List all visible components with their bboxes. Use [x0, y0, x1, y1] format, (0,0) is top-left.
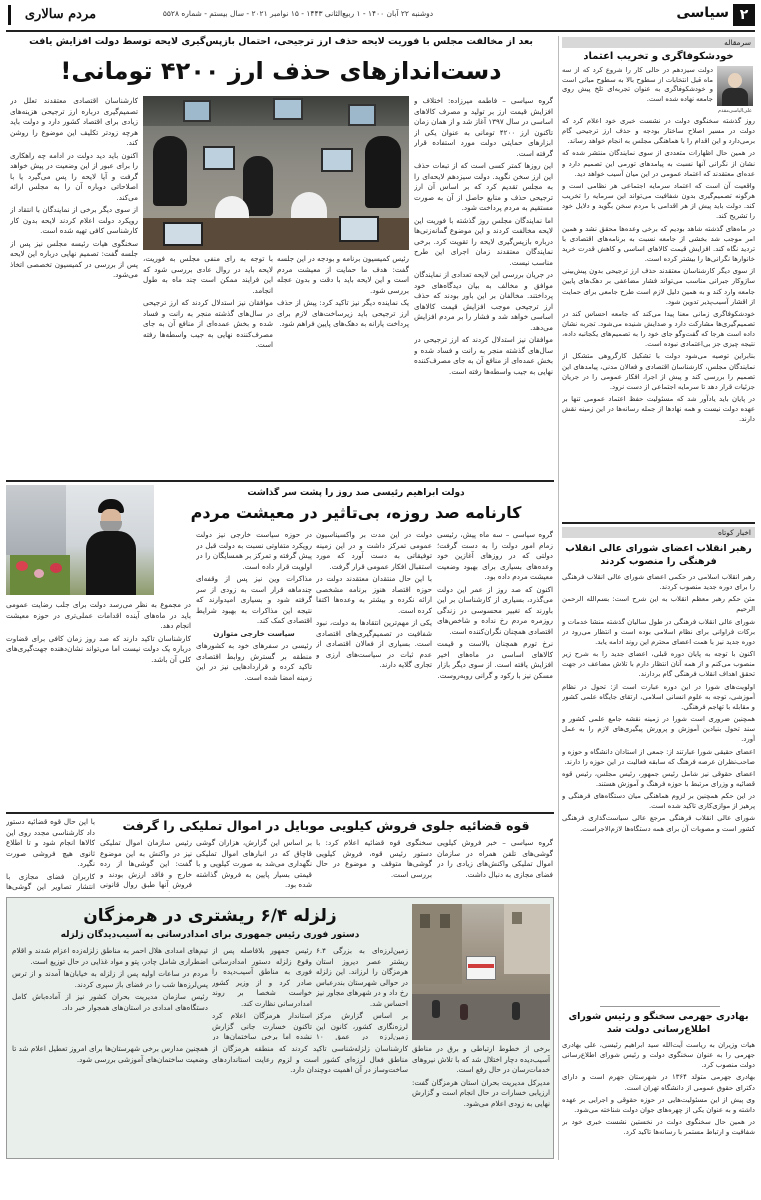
parliament-photo: [143, 96, 409, 250]
sidebar-story1-body: [562, 572, 755, 1004]
story-paragraph: رئیسی در سفرهای خود به کشورهای منطقه بر گسترش روابط اقتصادی تاکید کرده و قراردادهایی نیز در این زمینه امضا شده است.: [196, 641, 312, 682]
section-divider: [6, 480, 554, 482]
column-divider: [558, 36, 559, 1160]
story-paragraph: همچنین ضروری است شورا در زمینه نقشه جامع علمی کشور و سند تحول بنیادین آموزش و پرورش پیگیری‌های لازم را به عمل آورد.: [562, 715, 755, 744]
story-paragraph: اعضای حقوقی نیز شامل رئیس جمهور، رئیس مجلس، رئیس قوه قضائیه و وزرای مرتبط با حوزه فرهنگ و آموزش هستند.: [562, 769, 755, 788]
story-paragraph: کارشناسان تاکید دارند که صد روز زمان کافی برای قضاوت درباره یک دولت نیست اما می‌تواند نشان‌دهنده جهت‌گیری‌های کلی آن باشد.: [6, 633, 191, 664]
sidebar-divider: [600, 1006, 720, 1007]
story-paragraph: متن حکم رهبر معظم انقلاب به این شرح است: بسم‌الله الرحمن الرحیم: [562, 595, 755, 614]
story-paragraph: این روزها کمتر کسی است که از تبعات حذف این ارز سخن نگوید. دولت سیزدهم لایحه‌ای را به مجلس تقدیم کرد که بر اساس آن ارز ترجیحی حذف و منابع حاصل از آن به صورت مستقیم به مردم پرداخت شود.: [414, 161, 553, 212]
story-paragraph: یکی از مهم‌ترین انتقادها به دولت، نبود شفافیت در تصمیم‌گیری‌های اقتصادی است. بسیاری از فعالان اقتصادی از عدم ثبات در سیاست‌های ارزی و تجاری گلایه دارند.: [316, 618, 432, 669]
story-paragraph: در حوزه سیاست خارجی نیز دولت رویکرد متفاوتی نسبت به دولت قبل در پیش گرفته و تمرکز بر همسایگان را در اولویت قرار داده است.: [196, 530, 312, 571]
story-paragraph: بهادری جهرمی متولد ۱۳۶۴ در شهرستان جهرم است و دارای دکترای حقوق عمومی از دانشگاه تهران است.: [562, 1073, 755, 1092]
earthquake-col-6: [12, 1044, 208, 1154]
section-divider: [6, 812, 554, 814]
story-paragraph: سخنگوی هیات رئیسه مجلس نیز پس از جلسه گفت: تصمیم نهایی درباره این لایحه پس از بررسی در کمیسیون تخصصی اتخاذ می‌شود.: [10, 238, 138, 279]
story-paragraph: موافقان نیز استدلال کردند که ارز ترجیحی در سال‌های گذشته منجر به رانت و فساد شده و بخش عمده‌ای از منافع آن به جای مصرف‌کننده نهایی به جیب واسطه‌ها رفته است.: [143, 298, 273, 349]
mobile-headline: قوه قضائیه جلوی فروش کیلویی موبایل در اموال تملیکی را گرفت: [122, 818, 530, 833]
editorial-paragraph: در ماه‌های گذشته شاهد بودیم که برخی وعده‌ها محقق نشد و همین امر موجب شد بخشی از جامعه نسبت به برنامه‌های اقتصادی با تردید نگاه کند. افزایش قیمت کالاهای اساسی و کاهش قدرت خرید خانوارها نگرانی‌ها را بیشتر کرده است.: [562, 224, 755, 264]
story-paragraph: اکنون با توجه به پایان دوره قبلی، اعضای جدید را به شرح زیر منصوب می‌کنم و از همه آنان انتظار دارم با تلاش مضاعف در جهت تحقق اهداف انقلاب فرهنگی گام بردارند.: [562, 650, 755, 679]
page-bottom-margin: [0, 1162, 761, 1200]
sidebar-story2-body: [562, 1040, 755, 1158]
story-paragraph: شورای عالی انقلاب فرهنگی در طول سالیان گذشته منشا خدمات و برکات فراوانی برای نظام اسلامی بوده است و انتظار می‌رود در دوره جدید نیز با همت اعضای محترم این روند ادامه یابد.: [562, 617, 755, 646]
story-paragraph: بر اساس این گزارش، هزاران گوشی قاچاق که در انبارهای اموال تملیکی نگهداری می‌شد به صورت کیلویی و با قیمتی بسیار پایین به فروش گذاشته شده بود.: [196, 838, 312, 889]
story-paragraph: گروه سیاسی – سه ماه پیش، رئیسی زمام امور دولت را به دست گرفت؛ دولتی که در روزهای آغازین خود وعده‌های بسیاری برای بهبود وضعیت معیشت مردم داده بود.: [437, 530, 553, 581]
story-paragraph: کارشناسان اقتصادی معتقدند تعلل در تصمیم‌گیری درباره ارز ترجیحی هزینه‌های زیادی برای اقتصاد کشور دارد و دولت باید هرچه زودتر تکلیف این موضوع را روشن کند.: [10, 96, 138, 147]
sidebar-story1-headline: رهبر انقلاب اعضای شورای عالی انقلاب فرهنگی را منصوب کردند: [565, 543, 752, 567]
raisi-kicker: دولت ابراهیم رئیسی صد روز را پشت سر گذاشت: [247, 488, 465, 498]
story-paragraph: رهبر انقلاب اسلامی در حکمی اعضای شورای عالی انقلاب فرهنگی را برای دوره جدید منصوب کردند.: [562, 573, 755, 592]
earthquake-col-1: [316, 946, 408, 1040]
story-paragraph: یک نماینده دیگر نیز تاکید کرد: پیش از حذف ارز ترجیحی باید زیرساخت‌های لازم برای پرداخت یارانه به دهک‌های پایین فراهم شود.: [277, 298, 409, 328]
short-news-label: اخبار کوتاه: [562, 527, 755, 538]
earthquake-col-2: [212, 946, 312, 1040]
editorial-kicker-bar: سرمقاله: [562, 37, 755, 48]
story-paragraph: در جریان بررسی این لایحه تعدادی از نمایندگان موافق و مخالف به بیان دیدگاه‌های خود پرداختند. مخالفان بر این باور بودند که حذف ارز ترجیحی موجب افزایش قیمت کالاهای اساسی خواهد شد و فشار را بر مردم افزایش می‌دهد.: [414, 270, 553, 332]
story-paragraph: در مجموع به نظر می‌رسد دولت برای جلب رضایت عمومی باید در ماه‌های آینده اقدامات عملی‌تری در حوزه معیشت انجام دهد.: [6, 600, 191, 630]
masthead: [0, 0, 761, 30]
story-paragraph: اکنون که صد روز از عمر این دولت می‌گذرد، بسیاری از کارشناسان بر این باورند که تغییر محسوسی در زندگی روزمره مردم رخ نداده و شاخص‌های اقتصادی همچنان نگران‌کننده است.: [437, 584, 553, 636]
story-paragraph: با این حال قوه قضائیه دستور داد کارشناسی مجدد روی این کالاها انجام شود و تا اطلاع ثانوی هیچ فروشی صورت نگیرد.: [6, 817, 95, 868]
earthquake-col-4: [412, 1044, 550, 1154]
raisi-subhead: سیاست خارجی متوازن: [213, 628, 295, 638]
main-story-col-mid1: [277, 254, 409, 476]
mobile-col-1: [437, 838, 553, 892]
story-paragraph: تیم‌های امدادی هلال احمر به مناطق زلزله‌زده اعزام شدند و اقلام اضطراری شامل چادر، پتو و مواد غذایی در حال توزیع است.: [12, 946, 208, 966]
story-paragraph: مدیرکل مدیریت بحران استان هرمزگان گفت: ارزیابی خسارات در حال انجام است و گزارش نهایی به زودی اعلام می‌شود.: [412, 1077, 550, 1108]
story-paragraph: کاربران فضای مجازی با انتشار تصاویر این گوشی‌ها: [6, 871, 95, 891]
story-paragraph: شورای عالی انقلاب فرهنگی مرجع عالی سیاست‌گذاری فرهنگی کشور است و مصوبات آن برای همه دستگاه‌ها لازم‌الاجراست.: [562, 814, 755, 833]
mobile-col-5: [6, 817, 95, 892]
editorial-paragraph: از سوی دیگر کارشناسان معتقدند حذف ارز ترجیحی بدون پیش‌بینی سازوکار جبرانی مناسب می‌تواند فشار مضاعفی بر دهک‌های پایین جامعه وارد کند و به همین دلیل لازم است طرح جامعی برای حمایت از اقشار آسیب‌پذیر تدوین شود.: [562, 267, 755, 306]
story-paragraph: رئیس سازمان مدیریت بحران کشور نیز از آماده‌باش کامل دستگاه‌های امدادی در استان‌های همجوار خبر داد.: [12, 992, 208, 1012]
story-paragraph: مردم در ساعات اولیه پس از زلزله به خیابان‌ها آمدند و از ترس پس‌لرزه‌ها شب را در فضای باز سپری کردند.: [12, 969, 208, 989]
editorial-paragraph: در پایان باید یادآور شد که مسئولیت حفظ اعتماد عمومی تنها بر عهده دولت نیست و همه نهادها از جمله رسانه‌ها در این زمینه نقش دارند.: [562, 395, 755, 424]
story-paragraph: رئیس سازمان اموال تملیکی نیز در واکنش به این موضوع گفت: این گوشی‌ها از رده خارج و فاقد ارزش بودند و فروش آنها طبق روال قانونی: [100, 838, 192, 889]
story-paragraph: موافقان نیز استدلال کردند که ارز ترجیحی در سال‌های گذشته منجر به رانت و فساد شده و بخش عمده‌ای از منافع آن به جای مصرف‌کننده نهایی به جیب واسطه‌ها رفته است.: [414, 335, 553, 376]
earthquake-headline: زلزله ۶/۴ ریشتری در هرمزگان: [83, 906, 337, 926]
story-paragraph: اکنون باید دید دولت در ادامه چه راهکاری را برای عبور از این وضعیت در پیش خواهد گرفت و آیا لایحه را پس می‌گیرد یا با اصلاحاتی دوباره آن را به مجلس ارائه می‌کند.: [10, 150, 138, 202]
story-paragraph: اما نمایندگان مجلس روز گذشته با فوریت این لایحه مخالفت کردند و این موضوع گمانه‌زنی‌ها درباره بازپس‌گیری لایحه را تقویت کرد. برخی نمایندگان معتقدند زمان اجرای این طرح مناسب نیست.: [414, 215, 553, 267]
story-paragraph: وی پیش از این مسئولیت‌هایی در حوزه حقوقی و اجرایی بر عهده داشته و به عنوان یکی از چهره‌های جوان دولت شناخته می‌شود.: [562, 1095, 755, 1114]
editorial-paragraph: خودشکوفاگری زمانی معنا پیدا می‌کند که جامعه احساس کند در تصمیم‌گیری‌ها مشارکت دارد و صدایش شنیده می‌شود. تجربه نشان داده است هرجا که گفت‌وگو جای خود را به تصمیم‌های یکجانبه داده، نتیجه چیزی جز بی‌اعتمادی نبوده است.: [562, 309, 755, 349]
masthead-divider: [6, 30, 755, 32]
raisi-photo: [6, 485, 154, 595]
story-paragraph: اولویت‌های شورا در این دوره عبارت است از: تحول در نظام آموزشی، توجه به علوم انسانی اسلامی، ارتقای جایگاه علمی کشور و مقابله با تهاجم فرهنگی.: [562, 682, 755, 711]
story-paragraph: رئیس جمهور بلافاصله پس از وقوع زلزله دستور امدادرسانی فوری به مناطق آسیب‌دیده را صادر کرد و از وزیر کشور خواست شخصا بر روند امدادرسانی نظارت کند.: [212, 946, 312, 1008]
story-paragraph: رئیس کمیسیون برنامه و بودجه در این جلسه گفت: هدف ما حمایت از معیشت مردم است و این لایحه باید با دقت و بدون عجله بررسی شود.: [277, 254, 409, 295]
story-paragraph: سخنگوی قوه قضائیه اعلام کرد: با دستور رئیس قوه، فروش کیلویی گوشی‌ها متوقف و موضوع در حال بررسی است.: [316, 838, 432, 879]
story-paragraph: با این حال منتقدان معتقدند دولت در حوزه اقتصاد هنوز برنامه مشخصی ارائه نکرده و بیشتر به وعده‌ها اکتفا کرده است.: [316, 574, 432, 615]
earthquake-subheadline: دستور فوری رئیس جمهوری برای امدادرسانی به آسیب‌دیدگان زلزله: [60, 930, 360, 940]
earthquake-col-3: [12, 946, 208, 1040]
raisi-col-4: [6, 600, 191, 808]
story-paragraph: گروه سیاسی – خبر فروش کیلویی گوشی‌های تلفن همراه در سازمان اموال تملیکی واکنش‌های زیادی را در فضای مجازی به دنبال داشت.: [437, 838, 553, 879]
mobile-col-3: [196, 838, 312, 892]
story-paragraph: استاندار هرمزگان اعلام کرد تاکنون خسارت جانی گزارش نشده اما برخی ساختمان‌ها در: [212, 1011, 312, 1040]
story-paragraph: گروه سیاسی – فاطمه میرزاده: اختلاف و افزایش قیمت ارز بر تولید و مصرف کالاهای اساسی در سال ۱۳۹۷ آغاز شد و از همان زمان تاکنون ارز ۴۲۰۰ تومانی به عنوان یکی از ابزارهای حمایتی دولت مورد استفاده قرار گرفته است.: [414, 96, 553, 158]
story-paragraph: از سوی دیگر برخی از نمایندگان با انتقاد از رویکرد دولت اعلام کردند لایحه بدون کار کارشناسی کافی تهیه شده است.: [10, 205, 138, 235]
story-paragraph: نرخ تورم همچنان بالاست و قیمت کالاهای اساسی در ماه‌های اخیر افزایش یافته است. از سوی دیگر بازار مسکن نیز با رکود و گرانی روبه‌روست.: [437, 639, 553, 680]
main-story-kicker: بعد از مخالفت مجلس با فوریت لایحه حذف ارز ترجیحی، احتمال بازپس‌گیری لایحه توسط دولت افزایش یافت: [29, 36, 533, 47]
editorial-lead: دولت سیزدهم در حالی کار را شروع کرد که از سه ماه قبل انتخابات از سطوح بالا به سطوح میانی است و خودشکوفاگری به عنوان تجربه‌ای تلخ پیش روی جامعه نهاده شده است.: [562, 66, 713, 103]
story-paragraph: اعضای حقیقی شورا عبارتند از: جمعی از استادان دانشگاه و حوزه و صاحب‌نظران عرصه فرهنگ که سابقه فعالیت در این حوزه را دارند.: [562, 747, 755, 766]
main-story-col-right: [414, 96, 553, 476]
raisi-col-3: [196, 530, 312, 808]
author-name: علی‌الیاسی‌مقدم: [717, 108, 753, 114]
story-paragraph: کارشناسان زلزله‌شناسی تاکید کردند که منطقه هرمزگان از مناطق فعال لرزه‌ای کشور است و لزوم رعایت استانداردهای ساخت‌وساز در آن اهمیت دوچندان دارد.: [212, 1044, 408, 1074]
editorial-body: [562, 116, 755, 518]
story-paragraph: زمین‌لرزه‌ای به بزرگی ۶.۴ ریشتر عصر دیروز استان هرمزگان را لرزاند. این زلزله در حوالی شهرستان بندرعباس رخ داد و در شهرهای مجاور نیز احساس شد.: [316, 946, 408, 1008]
story-paragraph: در همین حال سخنگوی دولت در نخستین نشست خبری خود بر شفافیت و ارتباط مستمر با رسانه‌ها تاکید کرد.: [562, 1118, 755, 1137]
sidebar-divider: [562, 522, 755, 524]
main-story-col-mid2: [143, 254, 273, 476]
story-paragraph: برخی از خطوط ارتباطی و برق در مناطق آسیب‌دیده دچار اختلال شد که با تلاش نیروهای خدمات‌رسان در حال رفع است.: [412, 1044, 550, 1074]
editorial-paragraph: بنابراین توصیه می‌شود دولت با تشکیل کارگروهی متشکل از نمایندگان مجلس، کارشناسان اقتصادی و فعالان مدنی، پیامدهای این تصمیم را بررسی کند و پیش از اجرا، افکار عمومی را در جریان جزئیات قرار دهد تا سرمایه اجتماعی از دست نرود.: [562, 352, 755, 391]
newspaper-logo: مردم سالاری: [8, 5, 110, 25]
dateline: دوشنبه ۲۲ آبان ۱۴۰۰ - ۱ ربیع‌الثانی ۱۴۴۳ - ۱۵ نوامبر ۲۰۲۱ - سال بیستم - شماره ۵۵۲۸: [162, 9, 434, 18]
story-paragraph: با توجه به رای منفی مجلس به فوریت، لایحه باید در روال عادی بررسی شود که این فرایند ممکن است چند ماه به طول انجامد.: [143, 254, 273, 295]
story-paragraph: در این حکم همچنین بر لزوم هماهنگی میان دستگاه‌های فرهنگی و پرهیز از موازی‌کاری تاکید شده است.: [562, 792, 755, 811]
editorial-paragraph: واقعیت آن است که اعتماد سرمایه اجتماعی هر نظامی است و هرگونه تصمیم‌گیری بدون شفافیت می‌تواند این سرمایه را تخریب کند. دولت باید پیش از هر اقدامی با مردم سخن بگوید و دلایل خود را تشریح کند.: [562, 181, 755, 221]
raisi-col-1: [437, 530, 553, 808]
section-name: سیاسی: [676, 5, 729, 21]
earthquake-col-5: [212, 1044, 408, 1154]
story-paragraph: همچنین مدارس برخی شهرستان‌ها برای امروز تعطیل اعلام شد تا وضعیت ساختمان‌های آموزشی بررسی شود.: [12, 1044, 208, 1064]
author-photo: [717, 66, 753, 106]
editorial-paragraph: در همین حال اظهارات متعددی از سوی نمایندگان منتشر شده که نشان از نگرانی آنها نسبت به پیامدهای تورمی این تصمیم دارد و عده‌ای معتقدند که اعتماد عمومی در این میان آسیب خواهد دید.: [562, 149, 755, 178]
raisi-col-2: [316, 530, 432, 808]
story-paragraph: هیات وزیران به ریاست آیت‌الله سید ابراهیم رئیسی، علی بهادری جهرمی را به عنوان سخنگوی دولت و رئیس شورای اطلاع‌رسانی دولت منصوب کرد.: [562, 1041, 755, 1070]
page-number-badge: ۲: [733, 4, 755, 26]
story-paragraph: مذاکرات وین نیز پس از وقفه‌ای چندماهه قرار است به زودی از سر گرفته شود و بسیاری امیدوارند که نتیجه این مذاکرات به بهبود شرایط اقتصادی کمک کند.: [196, 574, 312, 625]
main-story-col-left: [10, 96, 138, 476]
sidebar-story2-headline: بهادری جهرمی سخنگو و رئیس شورای اطلاع‌رسانی دولت شد: [568, 1011, 749, 1035]
raisi-headline: کارنامه صد روزه، بی‌تاثیر در معیشت مردم: [190, 503, 522, 522]
earthquake-photo: [412, 904, 550, 1040]
editorial-paragraph: روز گذشته سخنگوی دولت در نشست خبری خود اعلام کرد که دولت در مسیر اصلاح ساختار بودجه و حذف ارز ترجیحی گام برمی‌دارد و این اقدام را با هماهنگی مجلس به انجام خواهد رساند.: [562, 117, 755, 146]
editorial-title: خودشکوفاگری و تخریب اعتماد: [583, 51, 734, 62]
main-story-headline: دست‌اندازهای حذف ارز ۴۲۰۰ تومانی!: [60, 57, 502, 85]
story-paragraph: دولت در این مدت بر واکسیناسیون عمومی تمرکز داشت و در این زمینه توفیقاتی به دست آورد که مورد استقبال افکار عمومی قرار گرفت.: [316, 530, 432, 571]
mobile-col-4: [100, 838, 192, 892]
mobile-col-2: [316, 838, 432, 892]
story-paragraph: بر اساس گزارش مرکز لرزه‌نگاری کشور، کانون این زمین‌لرزه در عمق ۱۰: [316, 1011, 408, 1040]
